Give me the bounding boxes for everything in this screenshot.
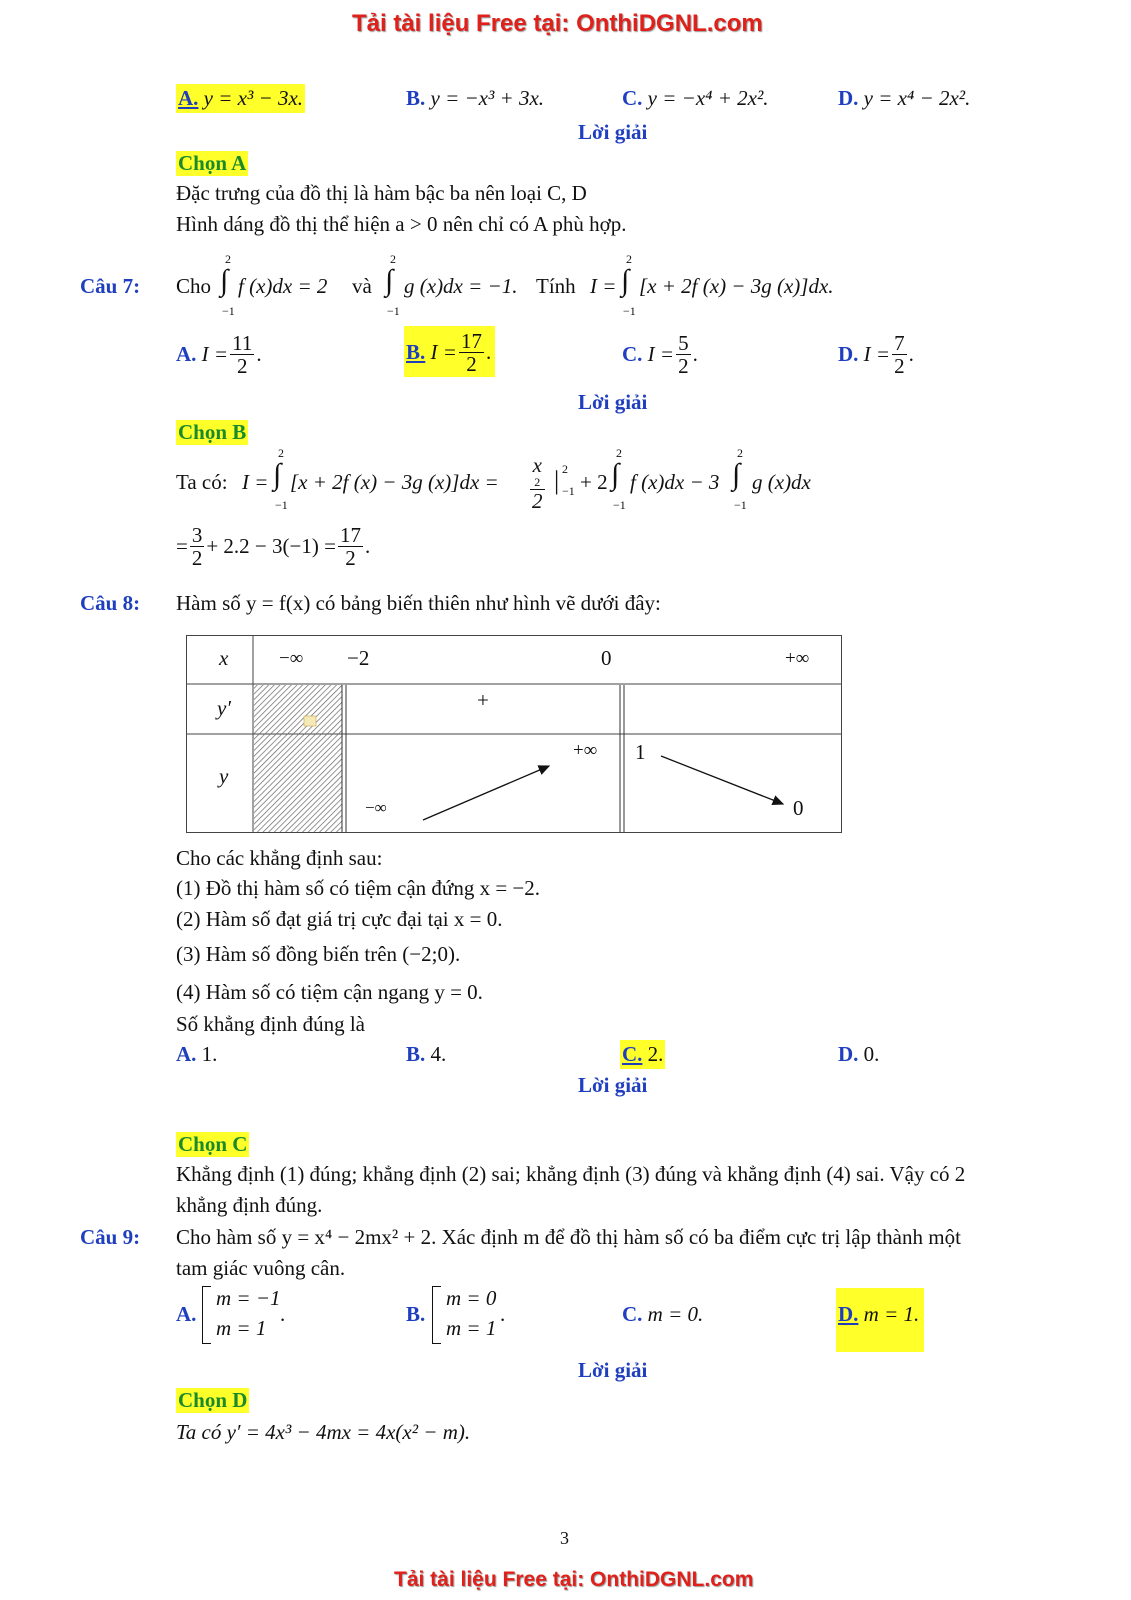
q7-opt-c-num: 5 — [678, 331, 689, 355]
q7-solution-line2: = $\frac{3}{2}$ + 2.2 − 3(−1) = $\frac{17}{2}$ . — [176, 523, 371, 571]
q7-solution-title: Lời giải — [578, 390, 648, 414]
q6-solution-title: Lời giải — [578, 120, 648, 144]
q9-opt-b-label: B. — [406, 1302, 426, 1326]
q9-option-d — [836, 1288, 924, 1352]
q7-opt-d-den: 2 — [894, 354, 905, 379]
q8-ask: Số khẳng định đúng là — [176, 1012, 365, 1036]
q7-solution-line1: Ta có: I = 2 ∫ −1 [x + 2f (x) − 3g (x)]dx = x 2 2 | 2 −1 + 2 2 ∫ −1 f (x)dx − 3 2 ∫ −1 g (x)dx — [176, 446, 811, 513]
q9-opt-a-bottom: m = 1 — [216, 1316, 267, 1340]
q8-opt-b-label: B. — [406, 1042, 426, 1066]
q7-line2-result-num: 17 — [339, 523, 361, 547]
q8-option-b — [406, 1042, 446, 1067]
q7-option-d: D. I = $\frac{7}{2}$ . — [838, 331, 914, 379]
q8-statement-3: (3) Hàm số đồng biến trên (−2;0). — [176, 942, 461, 966]
q8-opt-c-label: C. — [622, 1042, 643, 1066]
page-footer: Tải tài liệu Free tại: OnthiDGNL.com — [394, 1568, 754, 1591]
q9-opt-c-label: C. — [622, 1302, 643, 1326]
q7-opt-c-den: 2 — [678, 354, 689, 379]
q6-line1: Đặc trưng của đồ thị là hàm bậc ba nên loại C, D — [176, 181, 587, 205]
q9-opt-a-top: m = −1 — [216, 1286, 281, 1310]
q8-option-a — [176, 1042, 217, 1067]
q7-line2-den: 2 — [191, 546, 203, 571]
q9-solution-line1: Ta có y′ = 4x³ − 4mx = 4x(x² − m). — [176, 1420, 471, 1444]
q6-opt-a-label: A. — [178, 86, 199, 110]
q6-opt-c-label: C. — [622, 86, 643, 110]
variation-table — [186, 635, 842, 833]
q7-choice: Chọn B — [178, 420, 247, 444]
q7-opt-b-den: 2 — [466, 352, 477, 377]
q7-opt-d-num: 7 — [894, 331, 905, 355]
q8-opt-b-text: 4. — [430, 1042, 447, 1066]
table-y-one: 1 — [635, 740, 646, 764]
table-sign-plus: + — [477, 688, 489, 712]
table-y-pos-inf: +∞ — [573, 740, 598, 761]
q7-stem-tinh: Tính — [536, 274, 576, 298]
q9-label: Câu 9: — [80, 1225, 141, 1249]
q9-opt-c-text: m = 0. — [647, 1302, 704, 1326]
q7-stem-va: và — [352, 274, 372, 298]
q8-option-c — [620, 1040, 665, 1069]
q7-opt-d-label: D. — [838, 342, 859, 367]
q7-line2-result-den: 2 — [345, 546, 356, 571]
q7-option-c: C. I = $\frac{5}{2}$ . — [622, 331, 698, 379]
q8-solution-line2: khẳng định đúng. — [176, 1193, 323, 1217]
q6-line2: Hình dáng đồ thị thể hiện a > 0 nên chỉ có A phù hợp. — [176, 212, 627, 236]
q6-option-a — [176, 84, 305, 113]
q9-opt-d-label: D. — [838, 1302, 859, 1326]
q6-opt-b-text: y = −x³ + 3x. — [430, 86, 545, 110]
page-header: Tải tài liệu Free tại: OnthiDGNL.com — [352, 10, 763, 37]
table-x-label: x — [219, 646, 229, 670]
q8-opt-d-text: 0. — [863, 1042, 880, 1066]
q7-opt-b-num: 17 — [460, 329, 482, 353]
q9-opt-a-label: A. — [176, 1302, 197, 1326]
q9-opt-b-top: m = 0 — [446, 1286, 497, 1310]
q8-opt-a-text: 1. — [201, 1042, 218, 1066]
q8-option-d — [838, 1042, 879, 1067]
q8-label: Câu 8: — [80, 591, 141, 615]
q9-solution-title: Lời giải — [578, 1358, 648, 1382]
q7-taco: Ta có: — [176, 470, 228, 494]
q9-option-c — [622, 1302, 703, 1327]
q6-opt-c-text: y = −x⁴ + 2x². — [647, 86, 769, 110]
q7-opt-a-label: A. — [176, 342, 197, 367]
q7-option-b: B. I = $\frac{17}{2}$ . — [404, 326, 495, 377]
q7-stem-cho: Cho — [176, 274, 212, 298]
q6-opt-b-label: B. — [406, 86, 426, 110]
q9-choice: Chọn D — [178, 1388, 248, 1412]
table-yprime-label: y′ — [217, 696, 231, 720]
page-number: 3 — [560, 1528, 569, 1548]
q6-option-d — [838, 86, 970, 111]
table-x-neg-inf: −∞ — [279, 648, 304, 669]
q6-opt-d-text: y = x⁴ − 2x². — [863, 86, 971, 110]
q9-stem-line1: Cho hàm số y = x⁴ − 2mx² + 2. Xác định m để đồ thị hàm số có ba điểm cực trị lập thành một — [176, 1225, 961, 1249]
q7-opt-a-num: 11 — [232, 331, 253, 355]
q7-opt-c-label: C. — [622, 342, 643, 367]
q6-option-c — [622, 86, 769, 111]
q8-opt-d-label: D. — [838, 1042, 859, 1066]
q8-statement-2: (2) Hàm số đạt giá trị cực đại tại x = 0. — [176, 907, 503, 931]
q8-solution-line1: Khẳng định (1) đúng; khẳng định (2) sai; khẳng định (3) đúng và khẳng định (4) sai. Vậy có 2 — [176, 1162, 966, 1186]
q6-option-b — [406, 86, 544, 111]
q8-choice: Chọn C — [178, 1132, 248, 1156]
q7-option-a: A. I = $\frac{11}{2}$ . — [176, 331, 262, 379]
q7-opt-a-den: 2 — [236, 354, 248, 379]
q8-stem: Hàm số y = f(x) có bảng biến thiên như hình vẽ dưới đây: — [176, 591, 661, 615]
q7-opt-b-label: B. — [406, 340, 426, 365]
q7-line2-mid: + 2.2 − 3(−1) = — [206, 534, 336, 559]
q6-opt-a-text: y = x³ − 3x. — [203, 86, 304, 110]
q6-opt-d-label: D. — [838, 86, 859, 110]
table-x-zero: 0 — [601, 646, 612, 670]
q9-opt-d-text: m = 1. — [863, 1302, 920, 1326]
q8-opt-a-label: A. — [176, 1042, 197, 1066]
q9-stem-line2: tam giác vuông cân. — [176, 1256, 346, 1280]
q8-statement-4: (4) Hàm số có tiệm cận ngang y = 0. — [176, 980, 483, 1004]
table-x-minus2: −2 — [347, 646, 370, 670]
table-y-zero: 0 — [793, 796, 804, 820]
q8-statement-1: (1) Đồ thị hàm số có tiệm cận đứng x = −2. — [176, 876, 541, 900]
table-y-neg-inf: −∞ — [365, 798, 387, 817]
q8-intro: Cho các khẳng định sau: — [176, 846, 383, 870]
table-x-pos-inf: +∞ — [785, 648, 810, 669]
q7-label: Câu 7: — [80, 274, 141, 298]
q7-line2-num: 3 — [191, 523, 203, 547]
q9-opt-b-bottom: m = 1 — [446, 1316, 497, 1340]
q6-choice: Chọn A — [178, 151, 247, 175]
q8-solution-title: Lời giải — [578, 1073, 648, 1097]
table-y-label: y — [219, 764, 229, 788]
q8-opt-c-text: 2. — [647, 1042, 664, 1066]
